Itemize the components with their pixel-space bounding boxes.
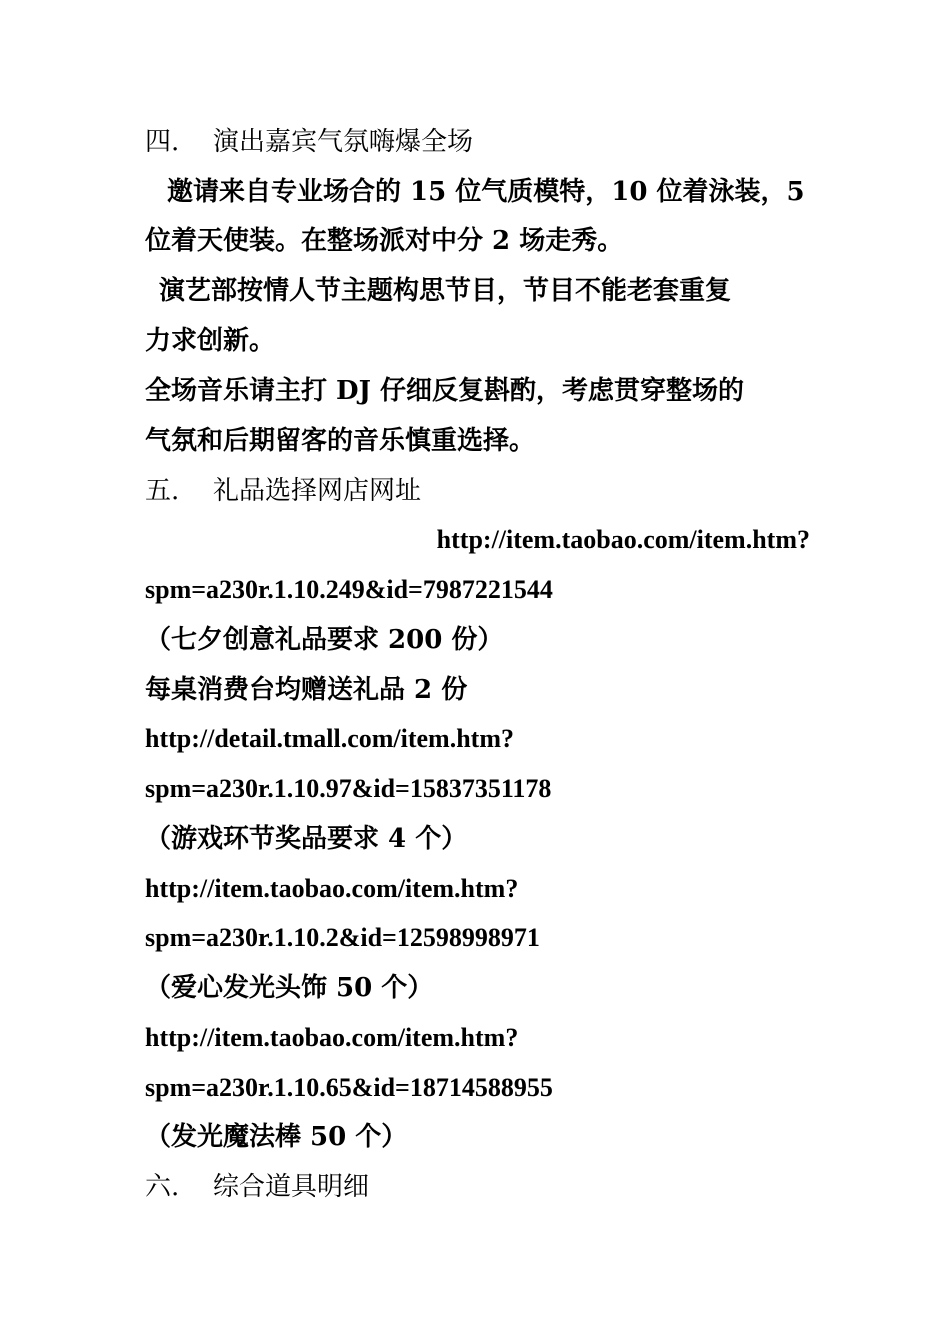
paragraph-line: 力求创新。 <box>145 326 276 356</box>
section-heading-6 <box>145 1167 810 1207</box>
section-title: 礼品选择网店网址 <box>213 476 422 506</box>
gift-note-1b: 每桌消费台均赠送礼品 2 份 <box>145 675 468 705</box>
gift-url-3-line2: spm=a230r.1.10.2&id=12598998971 <box>145 923 540 952</box>
gift-note-1: （七夕创意礼品要求 200 份） <box>145 625 504 655</box>
gift-note-2: （游戏环节奖品要求 4 个） <box>145 824 468 854</box>
section-heading-5 <box>145 471 810 511</box>
section-title: 综合道具明细 <box>213 1172 370 1202</box>
gift-url-3-line1: http://item.taobao.com/item.htm? <box>145 874 519 903</box>
gift-url-4-line1: http://item.taobao.com/item.htm? <box>145 1023 519 1052</box>
gift-url-4-line2: spm=a230r.1.10.65&id=18714588955 <box>145 1073 553 1102</box>
section-title: 演出嘉宾气氛嗨爆全场 <box>213 127 474 157</box>
section-number: 五. <box>145 476 180 506</box>
section-heading-4 <box>145 122 810 162</box>
gift-url-2-line1: http://detail.tmall.com/item.htm? <box>145 724 514 753</box>
gift-note-3: （爱心发光头饰 50 个） <box>145 973 434 1003</box>
section-number: 四. <box>145 127 180 157</box>
gift-url-2-line2: spm=a230r.1.10.97&id=15837351178 <box>145 774 552 803</box>
gift-url-1-line1: http://item.taobao.com/item.htm? <box>436 525 810 554</box>
paragraph-line: 全场音乐请主打 DJ 仔细反复斟酌，考虑贯穿整场的 <box>145 376 744 406</box>
section-number: 六. <box>145 1172 180 1202</box>
paragraph-line: 演艺部按情人节主题构思节目，节目不能老套重复 <box>159 276 732 306</box>
paragraph-line: 邀请来自专业场合的 15 位气质模特，10 位着泳装，5 <box>167 177 805 207</box>
paragraph-line: 气氛和后期留客的音乐慎重选择。 <box>145 426 536 456</box>
gift-url-1-line2: spm=a230r.1.10.249&id=7987221544 <box>145 575 553 604</box>
paragraph-line: 位着天使装。在整场派对中分 2 场走秀。 <box>145 226 624 256</box>
gift-note-4: （发光魔法棒 50 个） <box>145 1122 408 1152</box>
